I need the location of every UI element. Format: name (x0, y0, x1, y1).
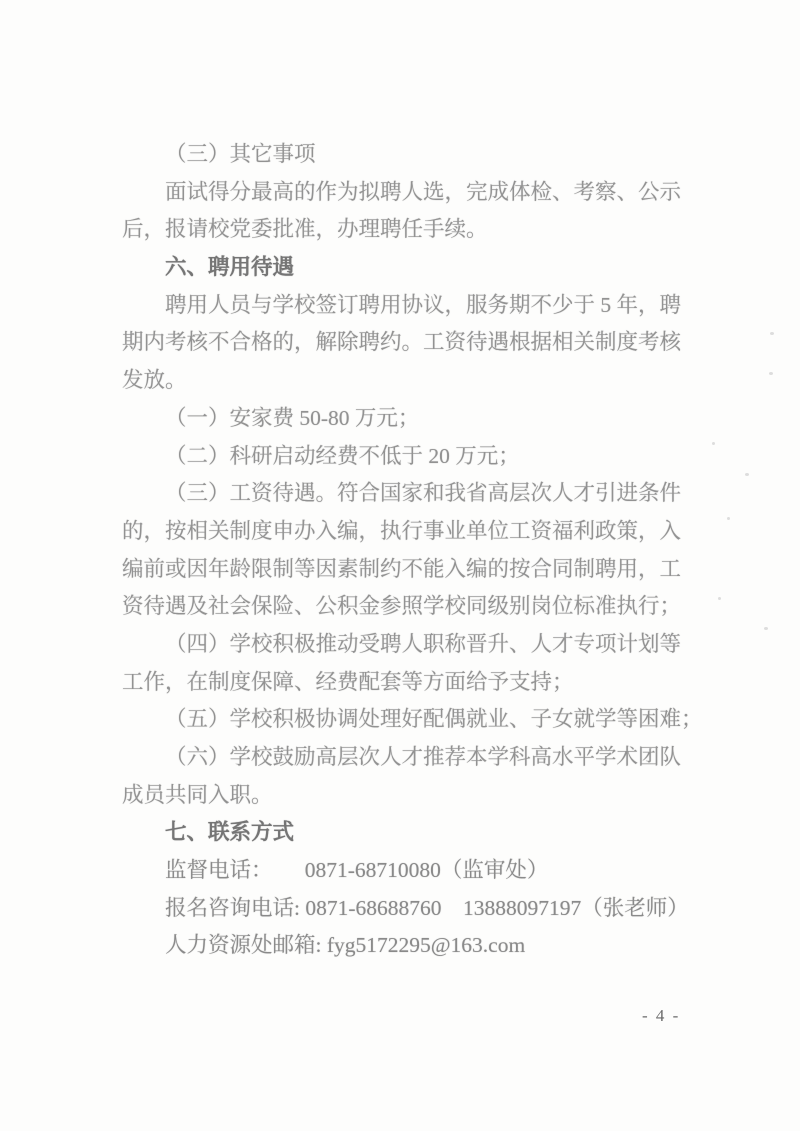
scan-speck (769, 372, 773, 375)
text-line: （六）学校鼓励高层次人才推荐本学科高水平学术团队 (165, 745, 682, 769)
text-line: （二）科研启动经费不低于 20 万元； (165, 443, 520, 468)
text-line: （三）其它事项 (165, 142, 316, 166)
text-line: （四）学校积极推动受聘人职称晋升、人才专项计划等 (165, 631, 682, 656)
scan-speck (764, 627, 768, 630)
text-line: 后，报请校党委批准，办理聘任手续。 (122, 217, 488, 242)
text-line: 成员共同入职。 (122, 782, 273, 807)
scan-speck (712, 442, 715, 445)
text-line: 工作，在制度保障、经费配套等方面给予支持； (122, 669, 574, 694)
scan-speck (718, 597, 721, 600)
text-line: 资待遇及社会保险、公积金参照学校同级别岗位标准执行； (122, 594, 682, 619)
text-line: 面试得分最高的作为拟聘人选，完成体检、考察、公示 (165, 179, 682, 204)
text-line: 期内考核不合格的，解除聘约。工资待遇根据相关制度考核 (122, 330, 682, 355)
page-number: - 4 - (642, 1006, 681, 1025)
section-heading: 六、聘用待遇 (165, 255, 295, 280)
contact-line: 监督电话： 0871-68710080（监审处） (165, 858, 549, 883)
text-line: （五）学校积极协调处理好配偶就业、子女就学等困难； (165, 707, 703, 732)
scan-speck (770, 332, 774, 335)
text-line: 编前或因年龄限制等因素制约不能入编的按合同制聘用，工 (122, 556, 682, 581)
text-line: （一）安家费 50-80 万元； (165, 405, 420, 430)
scan-speck (727, 517, 730, 520)
text-line: 的，按相关制度申办入编，执行事业单位工资福利政策，入 (122, 518, 682, 543)
section-heading: 七、联系方式 (165, 820, 295, 845)
text-line: （三）工资待遇。符合国家和我省高层次人才引进条件 (165, 481, 682, 506)
document-body (122, 136, 703, 965)
text-line: 发放。 (122, 368, 187, 393)
contact-line: 报名咨询电话: 0871-68688760 13888097197（张老师） (165, 895, 689, 920)
text-line: 聘用人员与学校签订聘用协议，服务期不少于 5 年，聘 (165, 292, 682, 317)
scan-speck (745, 473, 749, 476)
contact-line: 人力资源处邮箱: fyg5172295@163.com (165, 933, 526, 958)
